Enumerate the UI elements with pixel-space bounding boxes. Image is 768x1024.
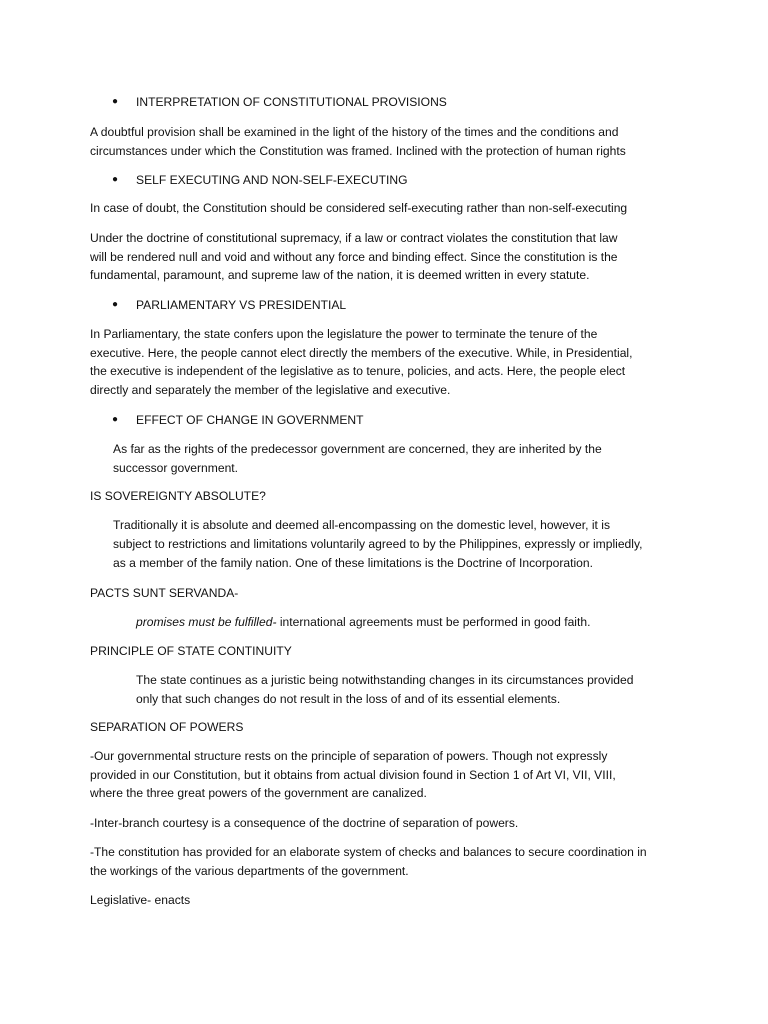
paragraph-line: A doubtful provision shall be examined in the light of the history of the times and the conditions and <box>90 125 619 139</box>
paragraph-line: Under the doctrine of constitutional supremacy, if a law or contract violates the constitution that law <box>90 231 618 245</box>
paragraph-line: In case of doubt, the Constitution should be considered self-executing rather than non-self-executing <box>90 201 628 215</box>
paragraph-line: as a member of the family nation. One of these limitations is the Doctrine of Incorporation. <box>113 556 593 570</box>
paragraph-line: As far as the rights of the predecessor government are concerned, they are inherited by the <box>113 442 602 456</box>
bullet-icon: ● <box>112 96 119 107</box>
paragraph-line: provided in our Constitution, but it obtains from actual division found in Section 1 of Art VI, VII, VIII, <box>90 768 616 782</box>
paragraph-line: where the three great powers of the government are canalized. <box>90 786 427 800</box>
section-heading-effect-of-change: EFFECT OF CHANGE IN GOVERNMENT <box>136 413 364 427</box>
bullet-icon: ● <box>112 414 119 425</box>
paragraph-line: In Parliamentary, the state confers upon the legislature the power to terminate the tenure of the <box>90 327 598 341</box>
paragraph-line: subject to restrictions and limitations voluntarily agreed to by the Philippines, expressly or impliedly, <box>113 537 643 551</box>
paragraph-line: the executive is independent of the legislative as to tenure, policies, and acts. Here, the people elect <box>90 364 626 378</box>
paragraph-line: executive. Here, the people cannot elect directly the members of the executive. While, in Presidential, <box>90 346 633 360</box>
paragraph-line: Traditionally it is absolute and deemed all-encompassing on the domestic level, however, it is <box>113 518 611 532</box>
italic-phrase: promises must be fulfilled- <box>136 615 277 629</box>
section-heading-sovereignty: IS SOVEREIGNTY ABSOLUTE? <box>90 489 266 503</box>
section-heading-pacta: PACTS SUNT SERVANDA- <box>90 586 239 600</box>
paragraph-line: will be rendered null and void and without any force and binding effect. Since the constitution is the <box>90 250 618 264</box>
paragraph-line: -Our governmental structure rests on the principle of separation of powers. Though not expressly <box>90 749 608 763</box>
paragraph-line: -The constitution has provided for an elaborate system of checks and balances to secure coordination in <box>90 845 647 859</box>
section-heading-continuity: PRINCIPLE OF STATE CONTINUITY <box>90 644 292 658</box>
section-heading-separation: SEPARATION OF POWERS <box>90 720 244 734</box>
paragraph-line: only that such changes do not result in the loss of and of its essential elements. <box>136 692 561 706</box>
paragraph-line: circumstances under which the Constitution was framed. Inclined with the protection of human rights <box>90 144 626 158</box>
paragraph-line <box>136 613 590 632</box>
section-heading-parliamentary: PARLIAMENTARY VS PRESIDENTIAL <box>136 298 347 312</box>
paragraph-line: The state continues as a juristic being notwithstanding changes in its circumstances provided <box>136 673 634 687</box>
paragraph-line: directly and separately the member of the legislative and executive. <box>90 383 451 397</box>
section-heading-self-executing: SELF EXECUTING AND NON-SELF-EXECUTING <box>136 173 408 187</box>
paragraph-line: successor government. <box>113 461 239 475</box>
section-heading-interpretation: INTERPRETATION OF CONSTITUTIONAL PROVISIONS <box>136 95 447 109</box>
bullet-icon: ● <box>112 299 119 310</box>
bullet-icon: ● <box>112 174 119 185</box>
paragraph-line: the workings of the various departments of the government. <box>90 864 409 878</box>
paragraph-line: -Inter-branch courtesy is a consequence of the doctrine of separation of powers. <box>90 816 519 830</box>
paragraph-line: fundamental, paramount, and supreme law of the nation, it is deemed written in every statute. <box>90 268 590 282</box>
phrase-rest: international agreements must be performed in good faith. <box>276 615 591 629</box>
paragraph-line: Legislative- enacts <box>90 893 191 907</box>
